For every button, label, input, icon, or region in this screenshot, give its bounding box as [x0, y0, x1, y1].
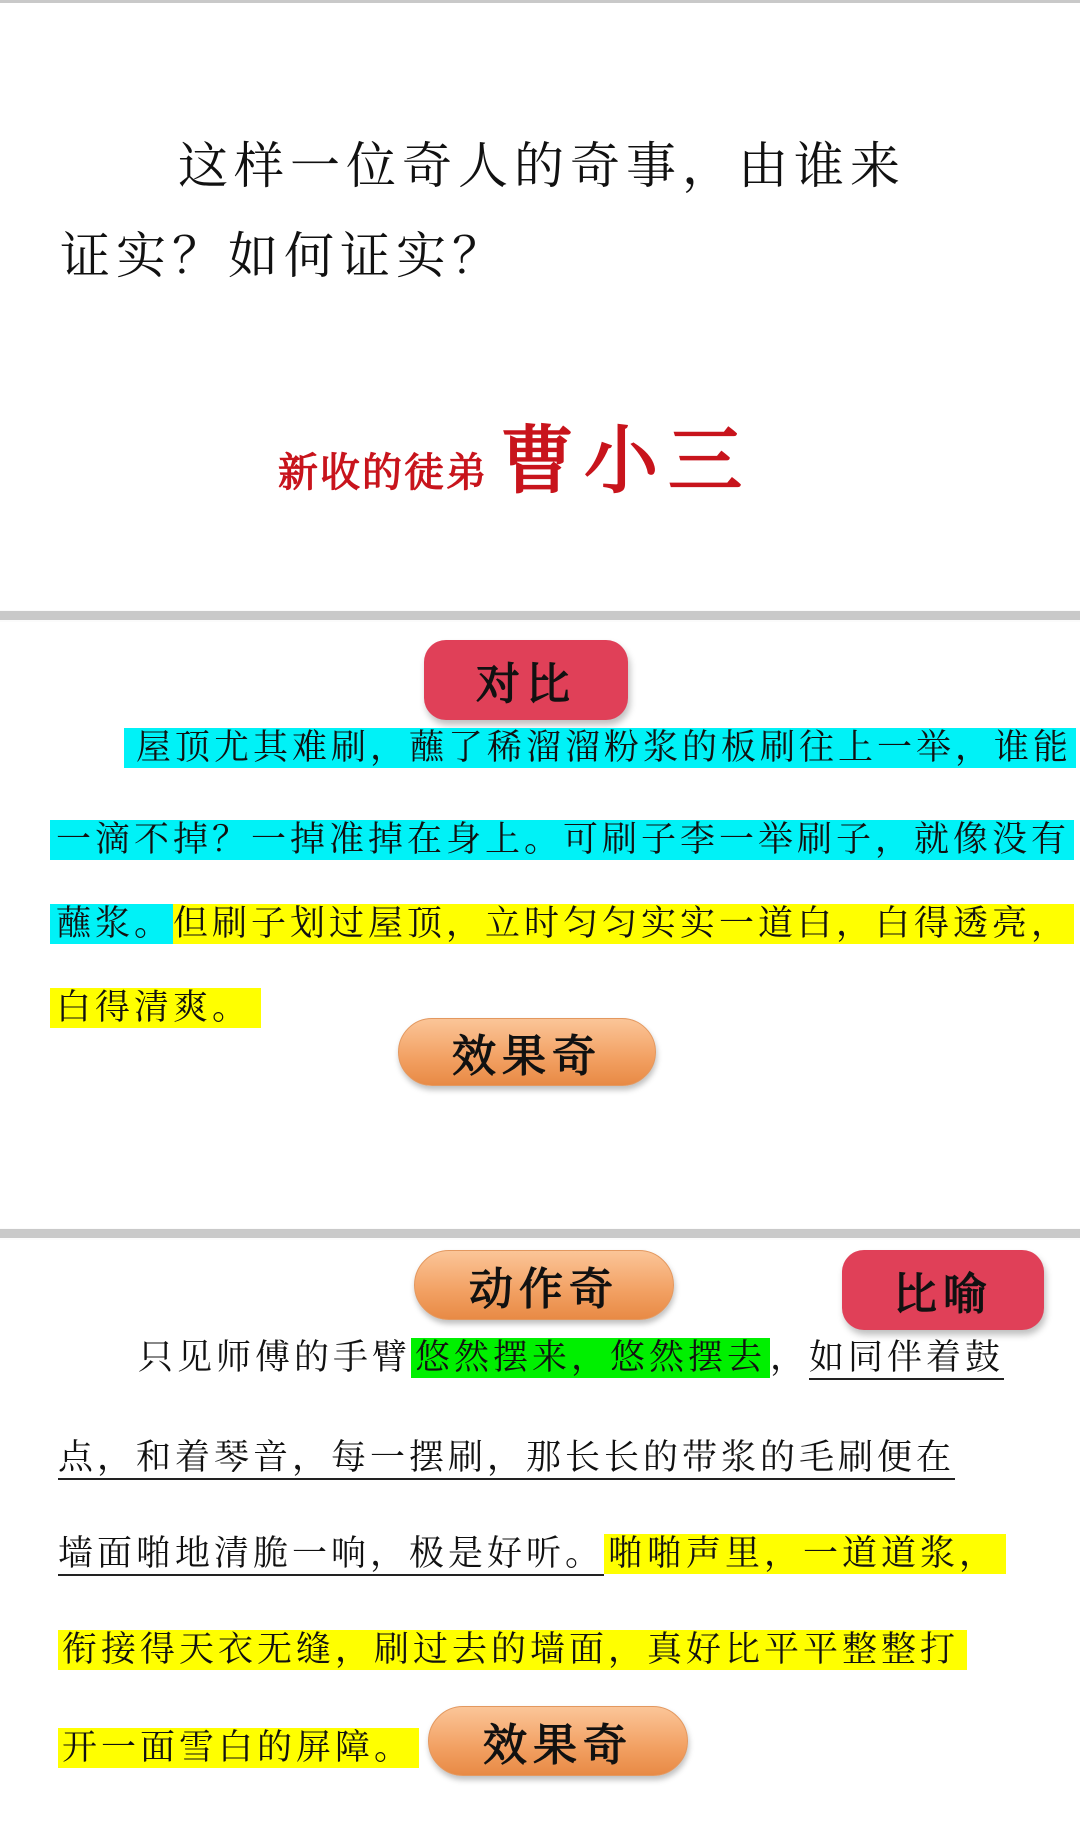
action-line-1-underlined: 如同伴着鼓	[809, 1338, 1005, 1378]
contrast-line-4-text: 白得清爽。	[50, 988, 261, 1028]
contrast-line-3-highlight-b: 但刷子划过屋顶，立时匀匀实实一道白，白得透亮，	[173, 904, 1074, 944]
metaphor-label: 比喻	[842, 1250, 1044, 1330]
contrast-text-line-1	[124, 722, 1076, 774]
action-line-5-text: 开一面雪白的屏障。	[58, 1728, 419, 1768]
answer-prefix: 新收的徒弟	[278, 449, 488, 496]
slide-question	[0, 0, 1080, 610]
action-text-line-2	[58, 1432, 955, 1484]
section-divider	[0, 611, 1080, 620]
contrast-text-line-2	[50, 814, 1074, 866]
answer-name: 曹小三	[500, 418, 752, 504]
action-line-3-highlight: 啪啪声里，一道道浆，	[604, 1534, 1006, 1574]
action-text-line-4	[58, 1624, 967, 1676]
contrast-text-line-4	[50, 982, 261, 1034]
action-line-2-text: 点，和着琴音，每一摆刷，那长长的带浆的毛刷便在	[58, 1438, 956, 1478]
contrast-line-2-text: 一滴不掉？一掉准掉在身上。可刷子李一举刷子，就像没有	[50, 820, 1074, 860]
contrast-label: 对比	[424, 640, 628, 720]
section-divider	[0, 1229, 1080, 1238]
action-text-line-5	[58, 1722, 419, 1774]
action-text-line-1	[138, 1332, 1004, 1384]
effect-badge: 效果奇	[398, 1018, 656, 1086]
action-line-1-comma: ，	[770, 1338, 810, 1378]
action-line-1-highlight: 悠然摆来，悠然摆去	[411, 1338, 770, 1378]
top-divider	[0, 0, 1080, 3]
question-line-1: 这样一位奇人的奇事，由谁来	[178, 137, 906, 195]
action-line-1-a: 只见师傅的手臂	[138, 1338, 412, 1378]
action-line-3-underlined: 墙面啪地清脆一响，极是好听。	[58, 1534, 605, 1574]
action-line-4-text: 衔接得天衣无缝，刷过去的墙面，真好比平平整整打	[58, 1630, 967, 1670]
action-badge: 动作奇	[414, 1250, 674, 1320]
slide-action	[0, 1240, 1080, 1844]
action-text-line-3	[58, 1528, 1006, 1580]
question-line-2: 证实？如何证实？	[60, 227, 508, 285]
effect-badge-2: 效果奇	[428, 1706, 688, 1776]
contrast-line-3-highlight-a: 蘸浆。	[50, 904, 173, 944]
contrast-line-1-text: 屋顶尤其难刷，蘸了稀溜溜粉浆的板刷往上一举，谁能	[124, 728, 1076, 768]
answer-line	[278, 402, 752, 508]
slide-contrast	[0, 622, 1080, 1228]
contrast-text-line-3	[50, 898, 1074, 950]
